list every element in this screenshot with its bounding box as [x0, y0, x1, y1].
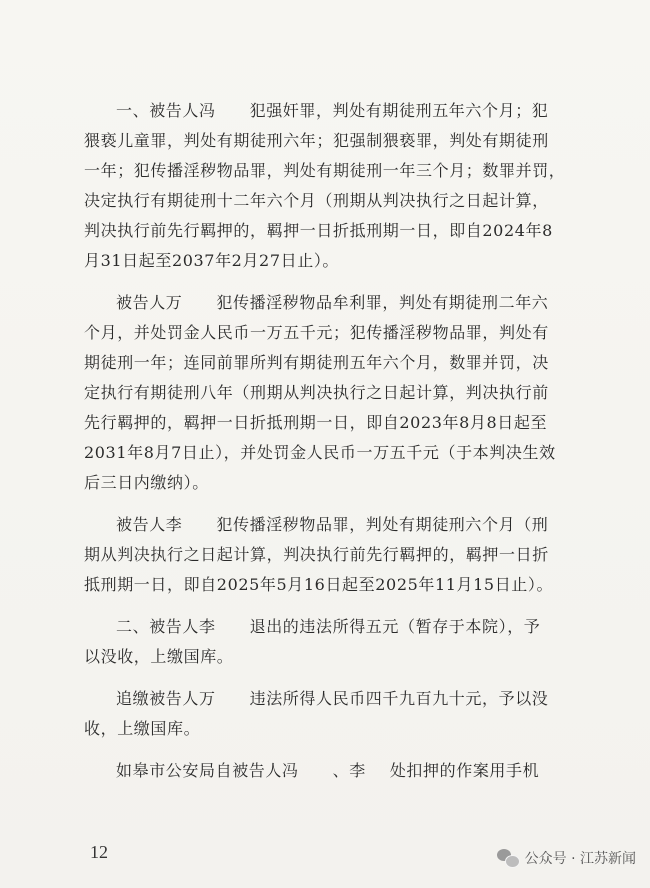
wechat-icon — [497, 849, 519, 867]
text-segment: 月31日起至2037年2月27日止）。 — [84, 251, 340, 270]
watermark-text: 公众号 · 江苏新闻 — [524, 851, 636, 867]
text-line — [84, 684, 584, 714]
text-line — [84, 468, 584, 498]
page-number: 12 — [90, 842, 108, 862]
text-segment: 如皋市公安局自被告人冯 — [116, 761, 299, 780]
paragraph — [84, 96, 584, 276]
text-line — [84, 288, 584, 318]
text-segment: 被告人万 — [116, 293, 183, 312]
text-segment: 决定执行有期徒刑十二年六个月（刑期从判决执行之日起计算， — [84, 191, 549, 210]
paragraph — [84, 756, 584, 786]
text-segment: 二、被告人李 — [116, 617, 216, 636]
paragraph — [84, 288, 584, 498]
text-line — [84, 756, 584, 786]
text-line — [84, 186, 584, 216]
text-segment: 犯强奸罪，判处有期徒刑五年六个月；犯 — [249, 101, 549, 120]
text-segment: 犯传播淫秽物品牟利罪，判处有期徒刑二年六 — [216, 293, 549, 312]
text-segment: 处扣押的作案用手机 — [389, 761, 540, 780]
text-segment: 违法所得人民币四千九百九十元，予以没 — [249, 689, 549, 708]
document-body — [84, 96, 584, 798]
text-line — [84, 318, 584, 348]
text-segment: 、李 — [332, 761, 366, 780]
text-segment: 追缴被告人万 — [116, 689, 216, 708]
text-segment: 后三日内缴纳）。 — [84, 473, 209, 492]
text-line — [84, 540, 584, 570]
paragraph — [84, 612, 584, 672]
text-line — [84, 510, 584, 540]
wechat-watermark — [497, 848, 636, 868]
text-segment: 收，上缴国库。 — [84, 719, 201, 738]
text-segment: 退出的违法所得五元（暂存于本院），予 — [249, 617, 541, 636]
text-line — [84, 642, 584, 672]
text-line — [84, 378, 584, 408]
text-line — [84, 714, 584, 744]
text-segment: 被告人李 — [116, 515, 183, 534]
paragraph — [84, 684, 584, 744]
text-line — [84, 408, 584, 438]
text-line — [84, 612, 584, 642]
text-line — [84, 156, 584, 186]
text-line — [84, 216, 584, 246]
text-segment: 一年；犯传播淫秽物品罪，判处有期徒刑一年三个月；数罪并罚， — [84, 161, 566, 180]
text-segment: 猥亵儿童罪，判处有期徒刑六年；犯强制猥亵罪，判处有期徒刑 — [84, 131, 549, 150]
paragraph — [84, 510, 584, 600]
text-segment: 抵刑期一日，即自2025年5月16日起至2025年11月15日止）。 — [84, 575, 554, 594]
text-segment: 2031年8月7日止），并处罚金人民币一万五千元（于本判决生效 — [84, 443, 556, 462]
text-line — [84, 438, 584, 468]
text-segment: 期徒刑一年；连同前罪所判有期徒刑五年六个月，数罪并罚，决 — [84, 353, 549, 372]
text-line — [84, 348, 584, 378]
text-segment: 定执行有期徒刑八年（刑期从判决执行之日起计算，判决执行前 — [84, 383, 549, 402]
text-segment: 先行羁押的，羁押一日折抵刑期一日，即自2023年8月8日起至 — [84, 413, 548, 432]
text-line — [84, 96, 584, 126]
text-line — [84, 126, 584, 156]
text-segment: 犯传播淫秽物品罪，判处有期徒刑六个月（刑 — [216, 515, 549, 534]
text-segment: 以没收，上缴国库。 — [84, 647, 234, 666]
text-segment: 期从判决执行之日起计算，判决执行前先行羁押的，羁押一日折 — [84, 545, 549, 564]
text-segment: 一、被告人冯 — [116, 101, 216, 120]
text-segment: 个月，并处罚金人民币一万五千元；犯传播淫秽物品罪，判处有 — [84, 323, 549, 342]
text-line — [84, 570, 584, 600]
text-segment: 判决执行前先行羁押的，羁押一日折抵刑期一日，即自2024年8 — [84, 221, 553, 240]
text-line — [84, 246, 584, 276]
